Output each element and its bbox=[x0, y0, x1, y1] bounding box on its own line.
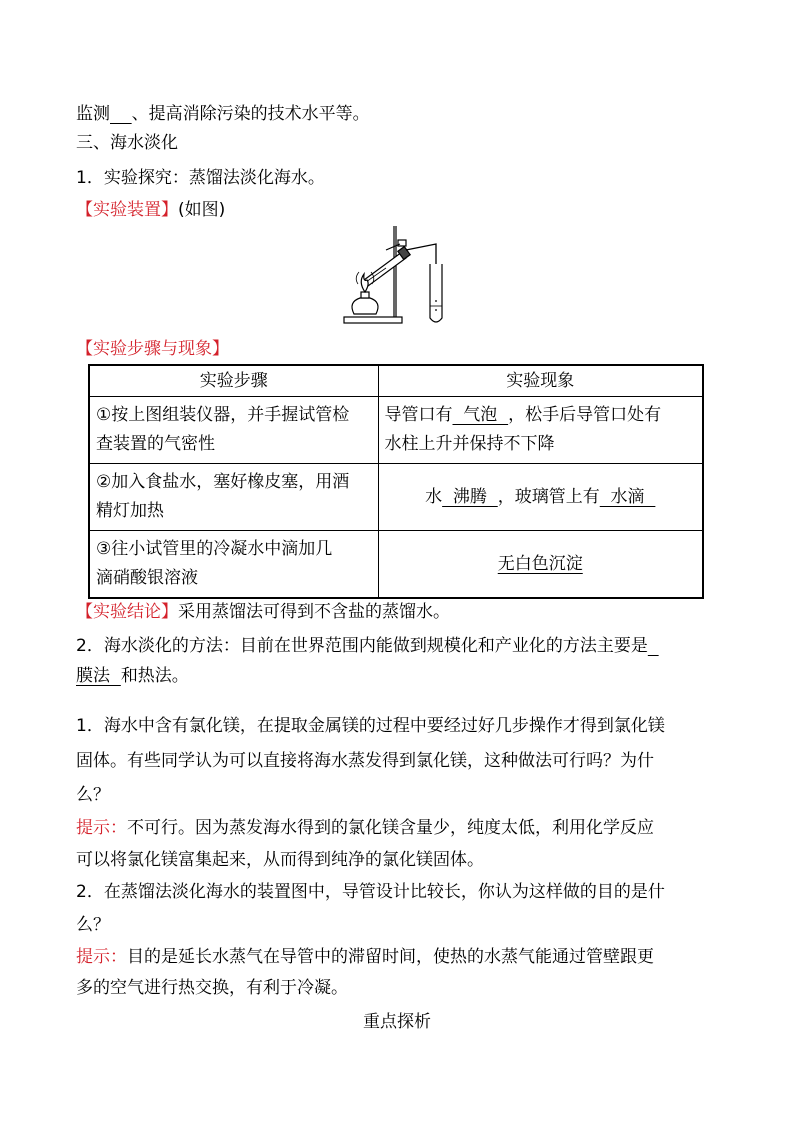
hint-2-line: 多的空气进行热交换，有利于冷凝。 bbox=[76, 978, 348, 998]
text-fragment: 水 bbox=[425, 486, 443, 507]
apparatus-note: (如图) bbox=[178, 200, 226, 220]
hint-2-line bbox=[76, 945, 654, 969]
text-fragment: 、提高消除污染的技术水平等。 bbox=[131, 104, 370, 124]
hint-text: 不可行。因为蒸发海水得到的氯化镁含量少，纯度太低，利用化学反应 bbox=[127, 818, 654, 838]
step-cell bbox=[89, 464, 378, 531]
answer-blank bbox=[110, 666, 121, 686]
column-header-steps: 实验步骤 bbox=[89, 365, 378, 397]
table-row bbox=[89, 531, 703, 599]
section-title-key-analysis: 重点探析 bbox=[363, 1012, 431, 1032]
text-fragment: 和热法。 bbox=[120, 666, 189, 686]
distillation-apparatus-illustration bbox=[340, 222, 460, 330]
text-fragment: ，玻璃管上有 bbox=[497, 486, 600, 507]
answer-blank bbox=[648, 636, 659, 656]
observation-line: 水柱上升并保持不下降 bbox=[384, 434, 555, 454]
item-2-line bbox=[76, 634, 659, 658]
item-2-line bbox=[76, 664, 189, 688]
hint-text: 目的是延长水蒸气在导管中的滞留时间，使热的水蒸气能通过管壁跟更 bbox=[127, 947, 654, 967]
apparatus-label: 【实验装置】 bbox=[76, 200, 178, 220]
step-line: ③往小试管里的冷凝水中滴加几 bbox=[96, 539, 333, 559]
text-fragment: 2．海水淡化的方法：目前在世界范围内能做到规模化和产业化的方法主要是 bbox=[76, 636, 648, 656]
column-header-observations: 实验现象 bbox=[378, 365, 703, 397]
table-row bbox=[89, 397, 703, 464]
experiment-table bbox=[88, 364, 704, 599]
question-2-line: 2．在蒸馏法淡化海水的装置图中，导管设计比较长，你认为这样做的目的是什 bbox=[76, 882, 665, 902]
conclusion-line bbox=[76, 600, 450, 624]
observation-cell bbox=[378, 464, 703, 531]
section-heading: 三、海水淡化 bbox=[76, 133, 178, 153]
steps-heading bbox=[76, 337, 229, 361]
step-line: 查装置的气密性 bbox=[96, 434, 215, 454]
table-header-row bbox=[89, 365, 703, 397]
hint-label: 提示： bbox=[76, 818, 127, 838]
answer-blank bbox=[110, 104, 132, 124]
observation-cell bbox=[378, 531, 703, 599]
question-1-line: 么？ bbox=[76, 785, 110, 805]
step-line: ①按上图组装仪器，并手握试管检 bbox=[96, 405, 350, 425]
hint-1-line: 可以将氯化镁富集起来，从而得到纯净的氯化镁固体。 bbox=[76, 850, 484, 870]
table-row bbox=[89, 464, 703, 531]
step-line: 精灯加热 bbox=[96, 501, 164, 521]
item-1-heading: 1．实验探究：蒸馏法淡化海水。 bbox=[76, 168, 325, 188]
observation-cell bbox=[378, 397, 703, 464]
hint-label: 提示： bbox=[76, 947, 127, 967]
step-cell bbox=[89, 531, 378, 599]
step-cell bbox=[89, 397, 378, 464]
answer-text: 膜法 bbox=[76, 666, 110, 686]
question-2-line: 么？ bbox=[76, 915, 110, 935]
step-line: ②加入食盐水，塞好橡皮塞，用酒 bbox=[96, 472, 350, 492]
text-fragment: ，松手后导管口处有 bbox=[508, 405, 662, 425]
question-1-line: 固体。有些同学认为可以直接将海水蒸发得到氯化镁，这种做法可行吗？为什 bbox=[76, 751, 654, 771]
conclusion-label: 【实验结论】 bbox=[76, 602, 178, 622]
hint-1-line bbox=[76, 816, 654, 840]
question-1-line: 1．海水中含有氯化镁，在提取金属镁的过程中要经过好几步操作才得到氯化镁 bbox=[76, 716, 665, 736]
answer-text: 无白色沉淀 bbox=[497, 553, 583, 574]
answer-text: 气泡 bbox=[452, 405, 509, 425]
text-fragment: 导管口有 bbox=[384, 405, 453, 425]
step-line: 滴硝酸银溶液 bbox=[96, 568, 198, 588]
text-line-monitoring bbox=[76, 102, 370, 126]
answer-text: 水滴 bbox=[599, 486, 656, 507]
text-fragment: 监测 bbox=[76, 104, 110, 124]
answer-text: 沸腾 bbox=[442, 486, 498, 507]
observation-line bbox=[385, 401, 697, 430]
conclusion-text: 采用蒸馏法可得到不含盐的蒸馏水。 bbox=[178, 602, 450, 622]
apparatus-heading bbox=[76, 198, 225, 222]
steps-label: 【实验步骤与现象】 bbox=[76, 339, 229, 359]
